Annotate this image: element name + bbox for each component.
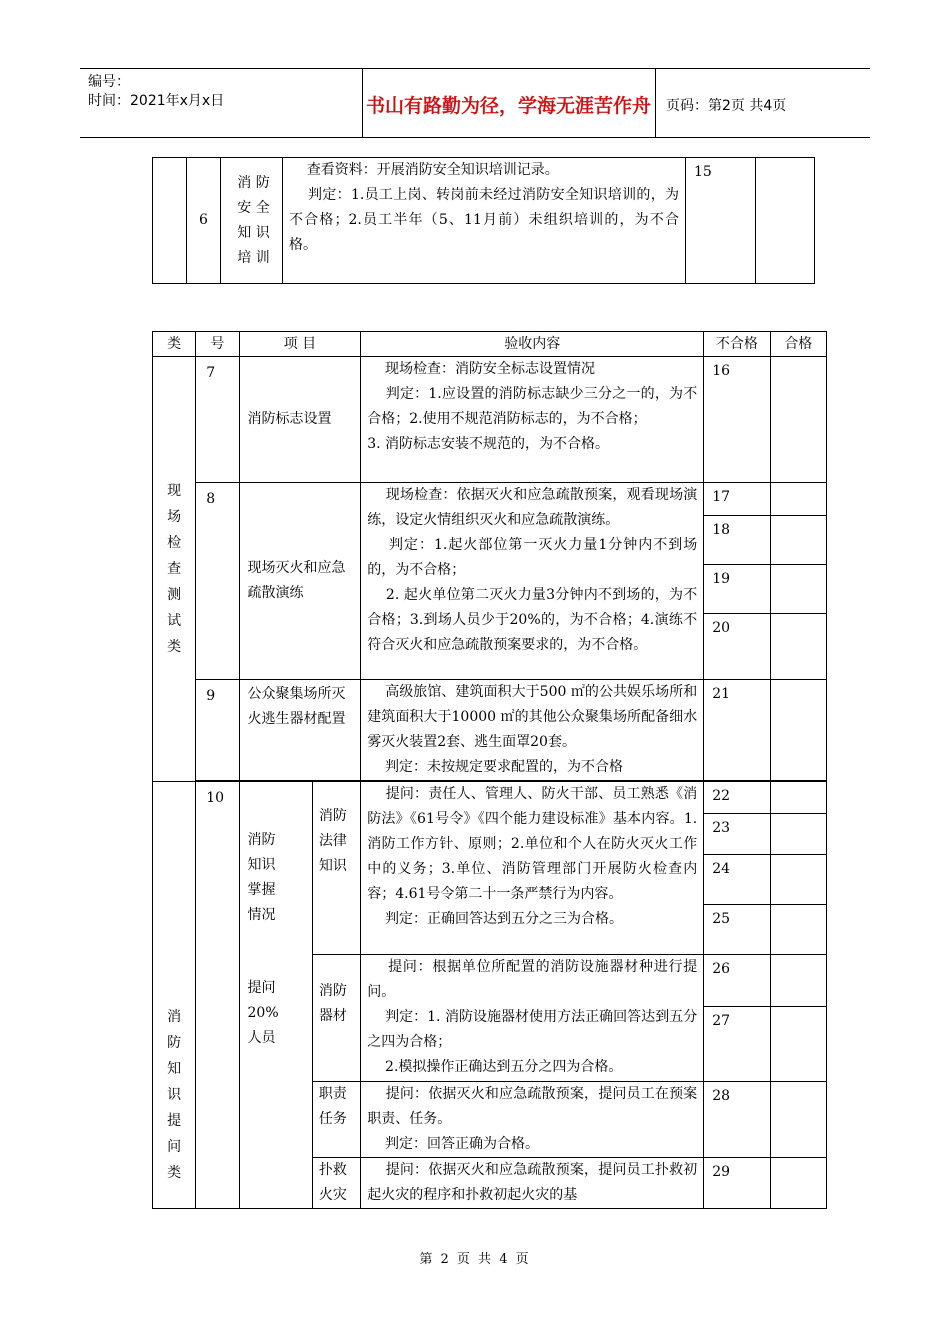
item-name: [221, 158, 283, 284]
subitem-name: 扑救火灾: [312, 1158, 360, 1209]
nonpass-code: 28: [704, 1082, 770, 1158]
subitem-name: 职责任务: [312, 1082, 360, 1158]
nonpass-code: 23: [704, 814, 770, 855]
table-row: [153, 680, 827, 781]
nonpass-code: 25: [704, 905, 770, 955]
nonpass-code: 29: [704, 1158, 770, 1209]
table-row: [153, 357, 827, 483]
table-row: [153, 483, 827, 516]
header-pass: 合格: [770, 332, 826, 357]
item-name-primary: 消防知识掌握情况: [247, 832, 276, 923]
pass-cell: [770, 565, 826, 614]
header-meta: [88, 73, 224, 111]
item-name-line: 消 防: [237, 174, 270, 191]
check-content: 查看资料：开展消防安全知识培训记录。 判定：1.员工上岗、转岗前未经过消防安全知识培训的，为不合格；2.员工半年（5、11月前）未组织培训的，为不合格。: [283, 158, 686, 284]
check-content: 现场检查：依据灭火和应急疏散预案，观看现场演练，设定火情组织灭火和应急疏散演练。 判定：1.起火部位第一灭火力量1分钟内不到场的，为不合格； 2. 起火单位第二灭火力量3分钟内不到场的，为不合格；3.到场人员少于20%的，为不合格；4.演练不符合灭火和应急疏散预案要求的，为不合格。: [361, 483, 704, 680]
check-content: 提问：依据灭火和应急疏散预案，提问员工在预案 职责、任务。 判定：回答正确为合格。: [361, 1082, 704, 1158]
table-header-row: [153, 332, 827, 357]
pass-cell: [770, 814, 826, 855]
pass-cell: [770, 905, 826, 955]
header-content: 验收内容: [361, 332, 704, 357]
header-divider: [655, 69, 656, 137]
nonpass-code: 26: [704, 955, 770, 1007]
page-footer: 第 2 页 共 4 页: [419, 1252, 531, 1267]
continuation-table: [152, 157, 815, 284]
pass-cell: [770, 1007, 826, 1082]
item-name: 公众聚集场所灭火逃生器材配置: [239, 680, 361, 781]
check-content: 现场检查：消防安全标志设置情况 判定：1.应设置的消防标志缺少三分之一的，为不合格；2.使用不规范消防标志的，为不合格； 3. 消防标志安装不规范的，为不合格。: [361, 357, 704, 483]
item-number: 9: [196, 680, 239, 781]
header-item: 项 目: [239, 332, 361, 357]
nonpass-code: 18: [704, 516, 770, 565]
header-category: 类: [153, 332, 196, 357]
nonpass-code: 21: [704, 680, 770, 781]
doc-number-label: 编号：: [88, 74, 130, 90]
pass-cell: [770, 1158, 826, 1209]
pass-cell: [770, 782, 826, 814]
nonpass-code: 24: [704, 855, 770, 905]
check-content: 提问：依据灭火和应急疏散预案，提问员工扑救初起火灾的程序和扑救初起火灾的基: [361, 1158, 704, 1209]
pass-cell: [770, 357, 826, 483]
item-name: [239, 782, 312, 1209]
pass-cell: [770, 483, 826, 516]
nonpass-code: 16: [704, 357, 770, 483]
item-name: 现场灭火和应急疏散演练: [239, 483, 361, 680]
inspection-table: [152, 331, 827, 1209]
category-label: 现场检查测试类: [167, 483, 182, 655]
category-cell: [153, 158, 187, 284]
header-nonpass: 不合格: [704, 332, 770, 357]
table-row: [153, 158, 815, 284]
nonpass-code: 20: [704, 614, 770, 680]
nonpass-code: 15: [686, 158, 756, 284]
item-name-line: 安 全: [237, 199, 270, 216]
pass-cell: [756, 158, 815, 284]
nonpass-code: 22: [704, 782, 770, 814]
category-label: 消防知识提问类: [167, 1009, 182, 1181]
pass-cell: [770, 855, 826, 905]
item-name-line: 培 训: [237, 249, 270, 266]
nonpass-code: 27: [704, 1007, 770, 1082]
nonpass-code: 17: [704, 483, 770, 516]
pass-cell: [770, 1082, 826, 1158]
doc-time-label: 时间：2021年x月x日: [88, 93, 225, 109]
header-number: 号: [196, 332, 239, 357]
check-content: 提问：责任人、管理人、防火干部、员工熟悉《消防法》《61号令》《四个能力建设标准》基本内容。1.消防工作方针、原则；2.单位和个人在防火灭火工作中的义务；3.单位、消防管理部门开展防火检查内容；4.61号令第二十一条严禁行为内容。 判定：正确回答达到五分之三为合格。: [361, 782, 704, 955]
item-number: 6: [187, 158, 221, 284]
check-content: 高级旅馆、建筑面积大于500 ㎡的公共娱乐场所和建筑面积大于10000 ㎡的其他公众聚集场所配备细水雾灭火装置2套、逃生面罩20套。 判定：未按规定要求配置的，为不合格: [361, 680, 704, 781]
item-name-secondary: 提问20%人员: [247, 980, 279, 1046]
nonpass-code: 19: [704, 565, 770, 614]
item-number: 8: [196, 483, 239, 680]
category-knowledge: [153, 782, 196, 1209]
pass-cell: [770, 614, 826, 680]
table-row: [153, 782, 827, 814]
category-onsite: [153, 357, 196, 782]
item-number: 7: [196, 357, 239, 483]
pass-cell: [770, 955, 826, 1007]
subitem-name: 消防器材: [312, 955, 360, 1082]
subitem-name: 消防法律知识: [312, 782, 360, 955]
item-number: 10: [196, 782, 239, 1209]
pass-cell: [770, 680, 826, 781]
pass-cell: [770, 516, 826, 565]
check-content: 提问：根据单位所配置的消防设施器材种进行提问。 判定：1. 消防设施器材使用方法正确回答达到五分之四为合格； 2.模拟操作正确达到五分之四为合格。: [361, 955, 704, 1082]
header-page-info: 页码：第2页 共4页: [666, 98, 787, 114]
page-header: [80, 68, 870, 138]
item-name: 消防标志设置: [239, 357, 361, 483]
item-name-line: 知 识: [237, 224, 270, 241]
header-motto: 书山有路勤为径，学海无涯苦作舟: [365, 95, 651, 117]
